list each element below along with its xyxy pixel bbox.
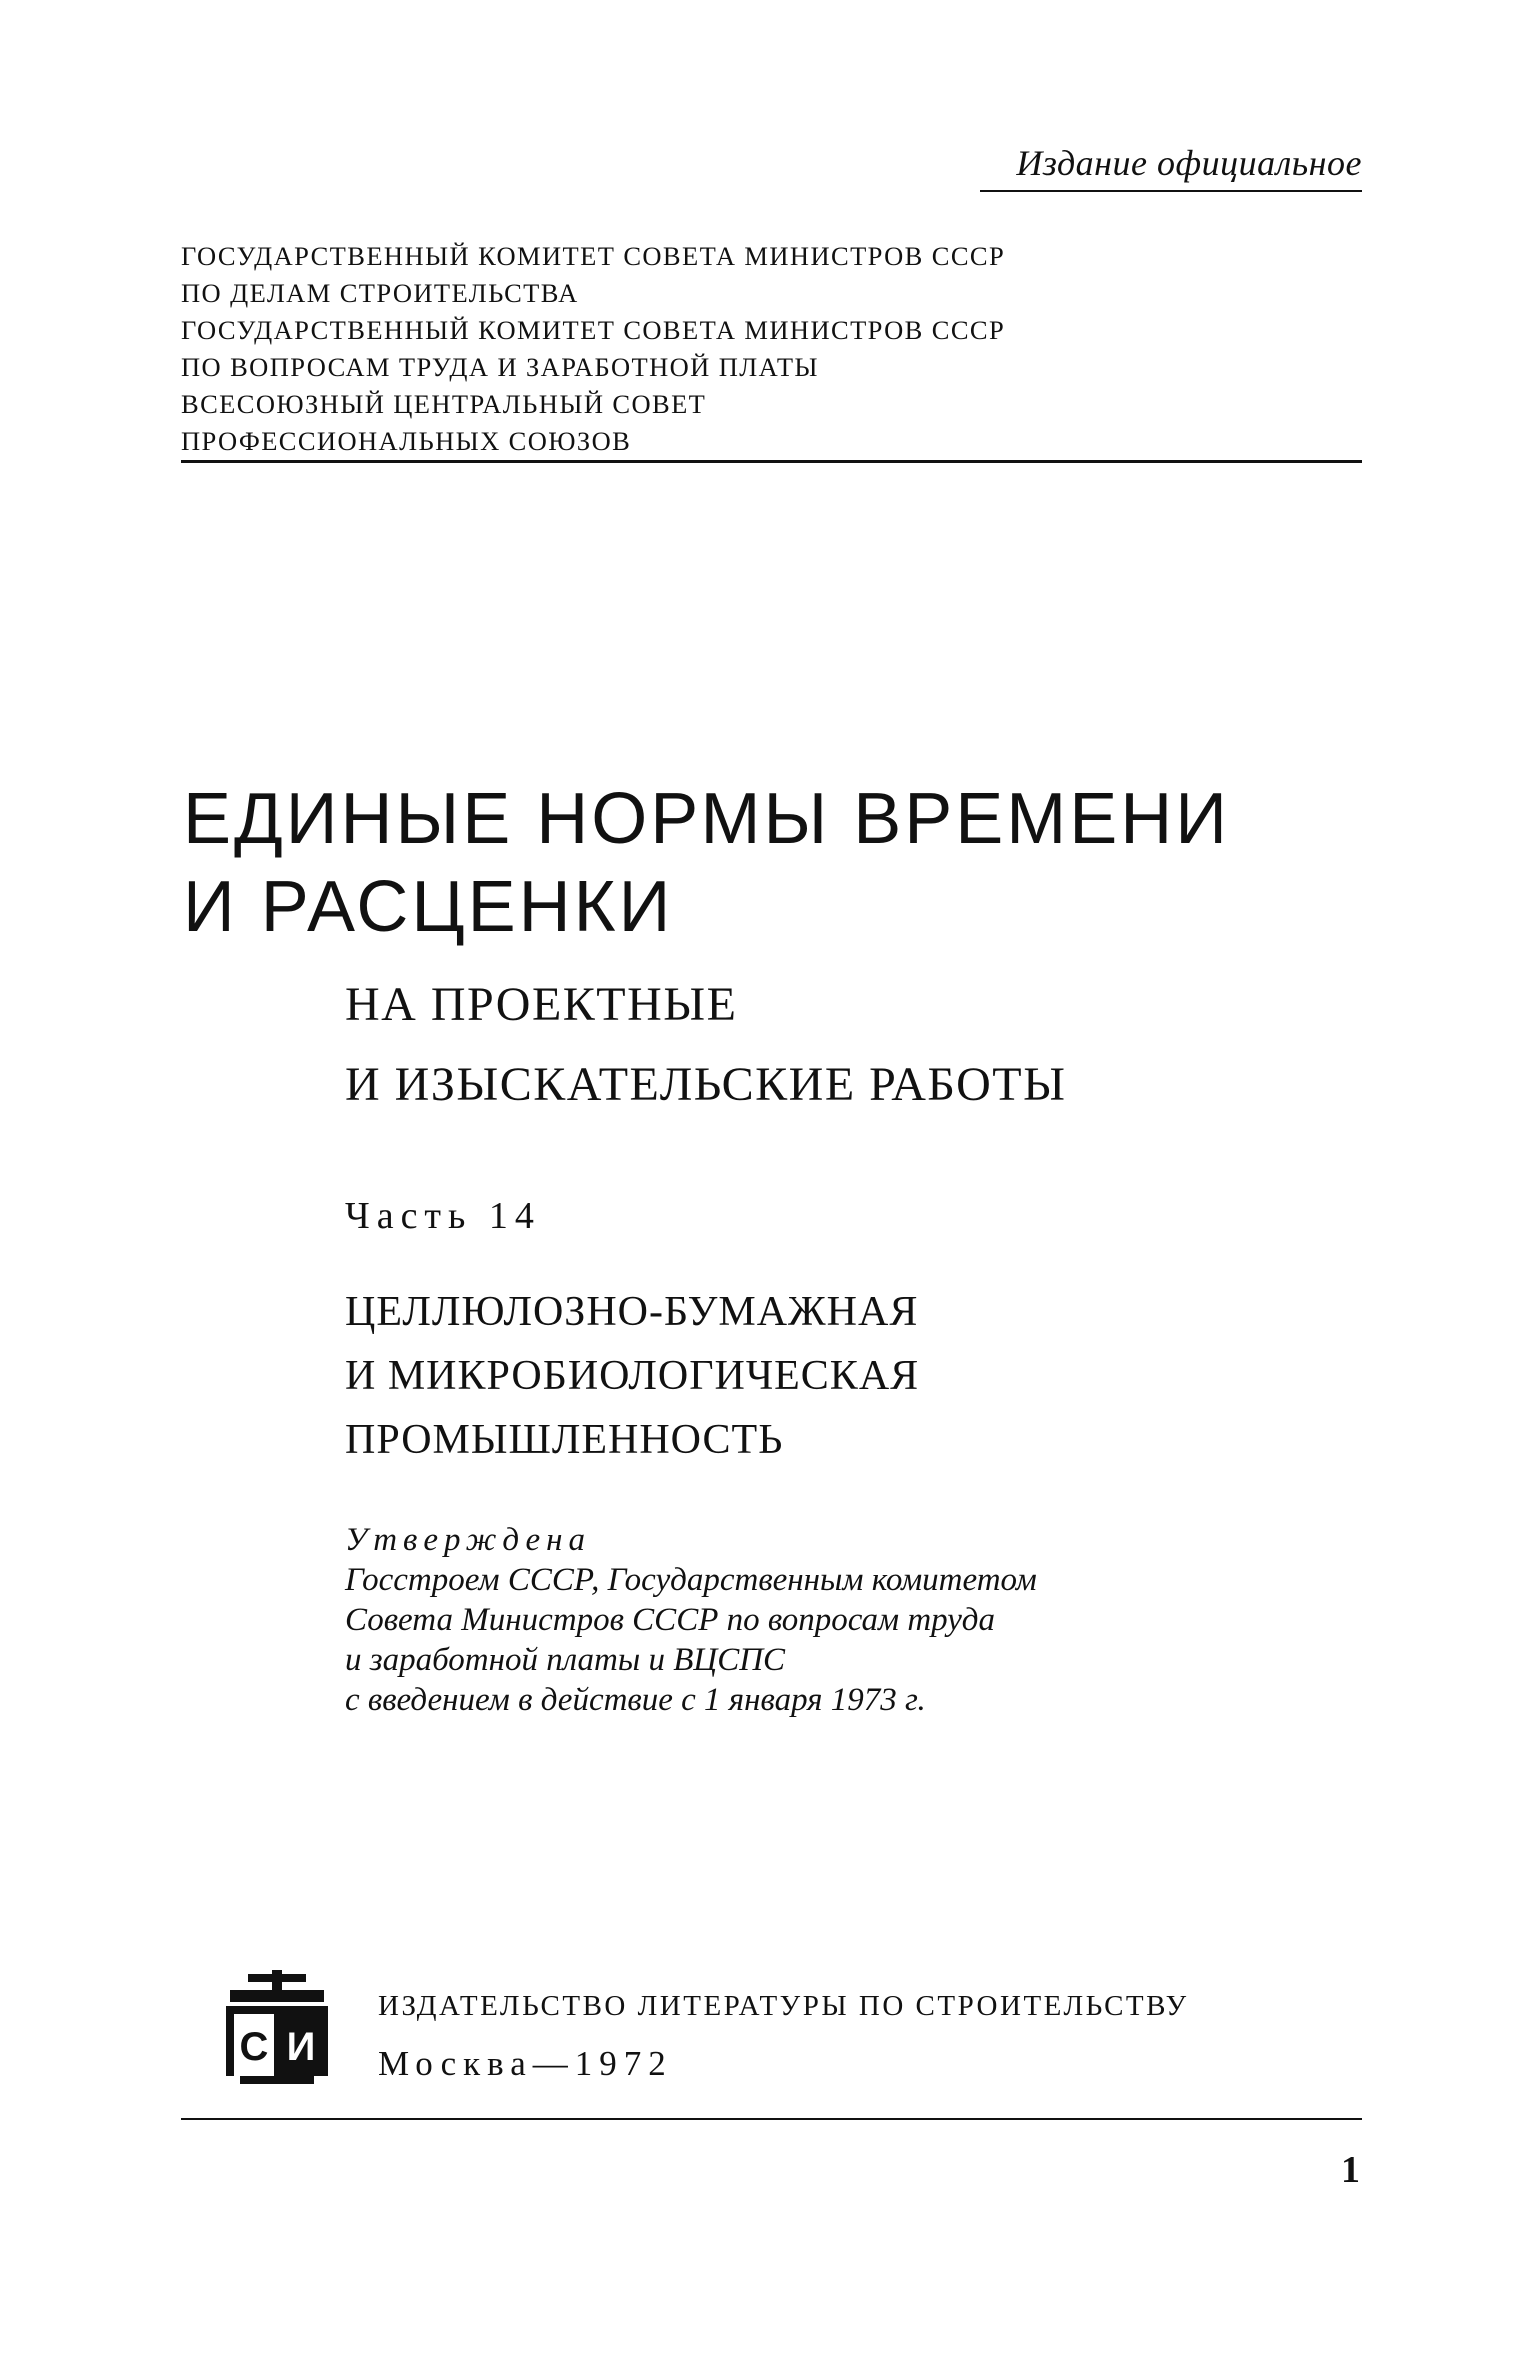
approval-block	[345, 1520, 1037, 1720]
header-divider	[181, 460, 1362, 463]
publication-place-year: Москва—1972	[378, 2044, 673, 2083]
authority-line: ВСЕСОЮЗНЫЙ ЦЕНТРАЛЬНЫЙ СОВЕТ	[181, 389, 707, 419]
logo-letter-s: С	[239, 2025, 269, 2069]
approval-line: и заработной платы и ВЦСПС	[345, 1642, 786, 1678]
approval-line: Госстроем СССР, Государственным комитетом	[345, 1562, 1037, 1598]
section-title	[345, 1280, 919, 1472]
authority-line: ГОСУДАРСТВЕННЫЙ КОМИТЕТ СОВЕТА МИНИСТРОВ СССР	[181, 241, 1006, 271]
edition-label: Издание официальное	[1016, 143, 1362, 183]
publisher-logo-icon	[222, 1970, 332, 2090]
section-line: ПРОМЫШЛЕННОСТЬ	[345, 1417, 784, 1463]
authority-line: ГОСУДАРСТВЕННЫЙ КОМИТЕТ СОВЕТА МИНИСТРОВ СССР	[181, 315, 1006, 345]
approval-line: с введением в действие с 1 января 1973 г.	[345, 1682, 926, 1718]
document-subtitle	[345, 965, 1066, 1125]
part-number: Часть 14	[345, 1195, 541, 1237]
title-line-1: ЕДИНЫЕ НОРМЫ ВРЕМЕНИ	[183, 779, 1231, 859]
logo-letter-i: И	[286, 2025, 316, 2069]
section-line: ЦЕЛЛЮЛОЗНО-БУМАЖНАЯ	[345, 1289, 919, 1335]
approval-line: Совета Министров СССР по вопросам труда	[345, 1602, 995, 1638]
document-title	[183, 775, 1230, 951]
edition-underline	[980, 190, 1362, 192]
authority-line: ПРОФЕССИОНАЛЬНЫХ СОЮЗОВ	[181, 426, 632, 456]
footer-divider	[181, 2118, 1362, 2120]
approval-heading: Утверждена	[345, 1522, 591, 1558]
publisher-name: ИЗДАТЕЛЬСТВО ЛИТЕРАТУРЫ ПО СТРОИТЕЛЬСТВУ	[378, 1990, 1189, 2022]
subtitle-line-1: НА ПРОЕКТНЫЕ	[345, 978, 738, 1031]
page-number: 1	[1341, 2149, 1360, 2191]
issuing-authorities	[181, 238, 1361, 460]
section-line: И МИКРОБИОЛОГИЧЕСКАЯ	[345, 1353, 920, 1399]
authority-line: ПО ДЕЛАМ СТРОИТЕЛЬСТВА	[181, 278, 579, 308]
authority-line: ПО ВОПРОСАМ ТРУДА И ЗАРАБОТНОЙ ПЛАТЫ	[181, 352, 819, 382]
title-line-2: И РАСЦЕНКИ	[183, 867, 674, 947]
subtitle-line-2: И ИЗЫСКАТЕЛЬСКИЕ РАБОТЫ	[345, 1058, 1067, 1111]
